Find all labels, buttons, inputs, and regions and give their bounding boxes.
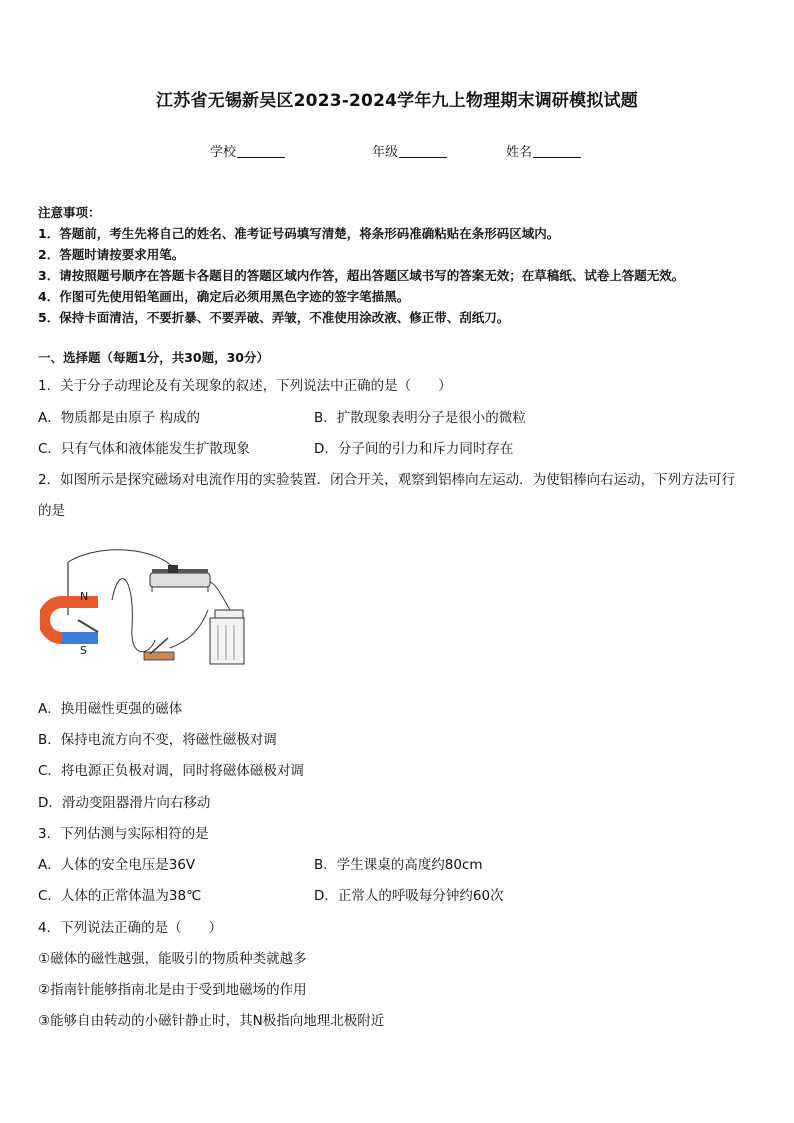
wire-right: [208, 582, 230, 610]
notice-item: 1．答题前，考生先将自己的姓名、准考证号码填写清楚，将条形码准确粘贴在条形码区域内。: [38, 226, 560, 241]
wire-left: [112, 579, 155, 652]
notice-item: 2．答题时请按要求用笔。: [38, 247, 185, 262]
q3-stem: 3．下列估测与实际相符的是: [38, 826, 209, 842]
q3-option-c[interactable]: C．人体的正常体温为38℃: [38, 888, 202, 904]
battery-body: [210, 618, 244, 664]
rheostat-slider: [168, 565, 178, 573]
q1-option-c[interactable]: C．只有气体和液体能发生扩散现象: [38, 441, 250, 457]
section-heading: 一、选择题（每题1分，共30题，30分）: [38, 350, 269, 365]
page-title: 江苏省无锡新吴区2023-2024学年九上物理期末调研模拟试题: [156, 91, 638, 111]
name-field[interactable]: [506, 141, 581, 160]
battery-box: [210, 610, 244, 664]
wire-bottom: [170, 610, 208, 648]
q3-option-d[interactable]: D．正常人的呼吸每分钟约60次: [314, 888, 504, 904]
q1-option-d[interactable]: D．分子间的引力和斥力同时存在: [314, 441, 514, 457]
q4-stem: 4．下列说法正确的是（ ）: [38, 920, 223, 936]
notice-item: 4．作图可先使用铅笔画出，确定后必须用黑色字迹的签字笔描黑。: [38, 289, 410, 304]
q3-option-b[interactable]: B．学生课桌的高度约80cm: [314, 857, 483, 873]
name-blank: [533, 145, 581, 158]
q2-option-a[interactable]: A．换用磁性更强的磁体: [38, 701, 183, 717]
q4-statement-1: ①磁体的磁性越强，能吸引的物质种类就越多: [38, 951, 307, 967]
horseshoe-magnet: [44, 602, 98, 638]
q4-statement-3: ③能够自由转动的小磁针静止时，其N极指向地理北极附近: [38, 1013, 385, 1029]
aluminum-rod: [78, 620, 98, 632]
label-n: N: [80, 590, 89, 603]
q1-stem: 1．关于分子动理论及有关现象的叙述，下列说法中正确的是（ ）: [38, 378, 452, 394]
q2-option-c[interactable]: C．将电源正负极对调，同时将磁体磁极对调: [38, 763, 304, 779]
q1-option-a[interactable]: A．物质都是由原子 构成的: [38, 410, 201, 426]
label-s: S: [80, 644, 87, 657]
school-label: 学校: [210, 145, 237, 160]
name-label: 姓名: [506, 145, 533, 160]
notice-item: 3．请按照题号顺序在答题卡各题目的答题区域内作答，超出答题区域书写的答案无效；在草稿纸、试卷上答题无效。: [38, 268, 685, 283]
school-blank: [237, 145, 285, 158]
switch-blade: [150, 638, 168, 654]
q2-apparatus-figure: [40, 540, 280, 670]
q2-stem-cont: 的是: [38, 503, 65, 519]
q4-statement-2: ②指南针能够指南北是由于受到地磁场的作用: [38, 982, 307, 998]
rheostat-coil: [150, 573, 210, 587]
battery-top: [215, 610, 243, 618]
grade-field[interactable]: [372, 141, 447, 160]
school-field[interactable]: [210, 141, 285, 160]
notice-title: 注意事项：: [38, 205, 101, 220]
q2-stem: 2．如图所示是探究磁场对电流作用的实验装置．闭合开关，观察到铝棒向左运动．为使铝棒向右运动，下列方法可行: [38, 472, 736, 488]
q2-option-b[interactable]: B．保持电流方向不变，将磁性磁极对调: [38, 732, 277, 748]
q1-option-b[interactable]: B．扩散现象表明分子是很小的微粒: [314, 410, 526, 426]
q2-option-d[interactable]: D．滑动变阻器滑片向右移动: [38, 795, 211, 811]
rheostat-bar: [152, 569, 208, 573]
wire-top: [68, 550, 175, 570]
notice-item: 5．保持卡面清洁，不要折暴、不要弄破、弄皱，不准使用涂改液、修正带、刮纸刀。: [38, 310, 510, 325]
q3-option-a[interactable]: A．人体的安全电压是36V: [38, 857, 196, 873]
switch-base: [144, 652, 174, 660]
grade-label: 年级: [372, 145, 399, 160]
grade-blank: [399, 145, 447, 158]
sliding-rheostat: [150, 565, 210, 592]
